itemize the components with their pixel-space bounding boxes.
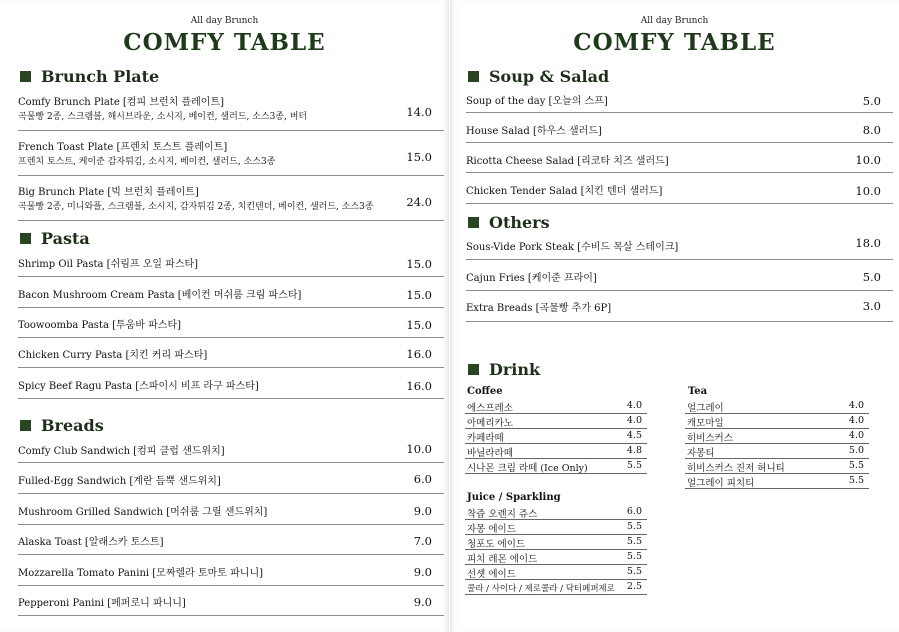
header-subtitle: All day Brunch (190, 16, 259, 26)
drink-price: 5.5 (626, 566, 642, 577)
drink-row[interactable] (465, 535, 647, 550)
item-price: 8.0 (862, 123, 881, 137)
drink-subsection-tea: Tea (688, 386, 708, 397)
drink-name: 시나몬 크림 라떼 (Ice Only) (467, 463, 588, 474)
section-breads (20, 416, 104, 435)
item-price: 9.0 (413, 565, 432, 579)
drink-row[interactable] (685, 414, 869, 429)
section-others (468, 213, 550, 232)
menu-item[interactable] (466, 267, 893, 291)
item-price: 9.0 (413, 595, 432, 609)
drink-name: 자몽티 (687, 448, 715, 459)
menu-page-left (0, 0, 449, 632)
drink-row[interactable] (465, 550, 647, 565)
item-name: Chicken Curry Pasta [치킨 커리 파스타] (18, 350, 208, 361)
drink-row[interactable] (465, 459, 647, 474)
square-bullet-icon (20, 420, 31, 431)
menu-item[interactable] (18, 91, 444, 131)
section-title: Pasta (41, 229, 90, 248)
brand-title: COMFY TABLE (573, 29, 776, 56)
item-price: 10.0 (406, 442, 432, 456)
item-price: 15.0 (406, 318, 432, 332)
item-price: 3.0 (862, 299, 881, 313)
item-price: 14.0 (406, 105, 432, 119)
menu-item[interactable] (466, 150, 893, 173)
menu-item[interactable] (18, 314, 444, 338)
item-name: Bacon Mushroom Cream Pasta [베이컨 머쉬룸 크림 파스타] (18, 290, 302, 301)
menu-item[interactable] (18, 470, 444, 494)
item-name: Sous-Vide Pork Steak [수비드 목살 스테이크] (466, 242, 679, 253)
drink-price: 4.0 (848, 430, 864, 441)
drink-row[interactable] (465, 444, 647, 459)
square-bullet-icon (468, 71, 479, 82)
item-name: Shrimp Oil Pasta [쉬림프 오일 파스타] (18, 259, 199, 270)
header-subtitle: All day Brunch (640, 16, 709, 26)
section-pasta (20, 229, 90, 248)
menu-item[interactable] (18, 136, 444, 176)
drink-subsection-juice: Juice / Sparkling (467, 492, 561, 503)
item-name: Soup of the day [오늘의 스프] (466, 96, 608, 107)
menu-item[interactable] (18, 284, 444, 308)
drink-price: 6.0 (626, 506, 642, 517)
item-price: 5.0 (862, 270, 881, 284)
menu-item[interactable] (18, 344, 444, 368)
drink-row[interactable] (465, 505, 647, 520)
drink-name: 콜라 / 사이다 / 제로콜라 / 닥터페퍼제로 (467, 584, 615, 594)
drink-row[interactable] (465, 429, 647, 444)
item-name: Cajun Fries [케이준 프라이] (466, 273, 597, 284)
drink-price: 5.5 (626, 521, 642, 532)
menu-item[interactable] (466, 236, 893, 260)
menu-item[interactable] (18, 501, 444, 525)
drink-name: 히비스커스 (687, 433, 733, 444)
menu-item[interactable] (18, 531, 444, 555)
item-price: 15.0 (406, 257, 432, 271)
item-name: Mozzarella Tomato Panini [모짜렐라 토마토 파니니] (18, 568, 264, 579)
section-soup-salad (468, 67, 609, 86)
item-name: French Toast Plate [프렌치 토스트 플레이트] (18, 142, 228, 153)
square-bullet-icon (20, 71, 31, 82)
drink-price: 5.0 (848, 445, 864, 456)
drink-price: 5.5 (848, 460, 864, 471)
drink-price: 5.5 (848, 475, 864, 486)
section-title: Soup & Salad (489, 67, 610, 86)
drink-row[interactable] (685, 474, 869, 489)
drink-name: 선셋 에이드 (467, 569, 516, 580)
item-name: Mushroom Grilled Sandwich [머쉬룸 그릴 샌드위치] (18, 507, 268, 518)
drink-price: 5.5 (626, 536, 642, 547)
section-title: Brunch Plate (41, 67, 160, 86)
menu-item[interactable] (18, 253, 444, 277)
drink-subsection-coffee: Coffee (467, 386, 503, 397)
item-name: Alaska Toast [알래스카 토스트] (18, 537, 164, 548)
drink-name: 피치 레몬 에이드 (467, 554, 538, 565)
drink-row[interactable] (685, 459, 869, 474)
square-bullet-icon (20, 233, 31, 244)
menu-item[interactable] (466, 180, 893, 204)
drink-price: 4.5 (626, 430, 642, 441)
menu-item[interactable] (18, 440, 444, 463)
item-name: Big Brunch Plate [빅 브런치 플레이트] (18, 187, 199, 198)
drink-name: 자몽 에이드 (467, 524, 516, 535)
drink-name: 바닐라라떼 (467, 448, 513, 459)
drink-row[interactable] (465, 520, 647, 535)
section-title: Others (489, 213, 550, 232)
drink-row[interactable] (685, 429, 869, 444)
item-price: 6.0 (413, 472, 432, 486)
item-price: 24.0 (406, 195, 432, 209)
drink-price: 4.0 (848, 415, 864, 426)
item-desc: 곡물빵 2종, 스크램블, 해시브라운, 소시지, 베이컨, 샐러드, 소스3종, 버터 (18, 112, 308, 122)
item-name: Pepperoni Panini [페퍼로니 파니니] (18, 598, 186, 609)
drink-row[interactable] (465, 414, 647, 429)
drink-row[interactable] (685, 399, 869, 414)
item-price: 16.0 (406, 347, 432, 361)
square-bullet-icon (468, 217, 479, 228)
item-desc: 프렌치 토스트, 케이준 감자튀김, 소시지, 베이컨, 샐러드, 소스3종 (18, 157, 276, 167)
drink-price: 4.0 (626, 415, 642, 426)
menu-item[interactable] (466, 120, 893, 143)
drink-price: 4.0 (848, 400, 864, 411)
menu-page-right (450, 0, 899, 632)
drink-price: 4.0 (626, 400, 642, 411)
item-name: House Salad [하우스 샐러드] (466, 126, 602, 137)
item-price: 9.0 (413, 504, 432, 518)
section-title: Drink (489, 360, 541, 379)
item-name: Chicken Tender Salad [치킨 텐더 샐러드] (466, 186, 663, 197)
square-bullet-icon (468, 364, 479, 375)
item-name: Comfy Club Sandwich [컴피 클럽 샌드위치] (18, 446, 225, 457)
brand-title: COMFY TABLE (123, 29, 326, 56)
drink-name: 아메리카노 (467, 418, 513, 429)
item-name: Spicy Beef Ragu Pasta [스파이시 비프 라구 파스타] (18, 381, 259, 392)
drink-price: 5.5 (626, 551, 642, 562)
menu-item[interactable] (466, 91, 893, 113)
item-name: Fulled-Egg Sandwich [계란 듬뿍 샌드위치] (18, 476, 221, 487)
item-name: Ricotta Cheese Salad [리코타 치즈 샐러드] (466, 156, 669, 167)
menu-item[interactable] (18, 375, 444, 399)
item-price: 15.0 (406, 150, 432, 164)
section-title: Breads (41, 416, 104, 435)
item-price: 18.0 (855, 236, 881, 250)
drink-price: 2.5 (626, 581, 642, 592)
menu-item[interactable] (466, 297, 893, 322)
drink-price: 5.5 (626, 460, 642, 471)
item-price: 16.0 (406, 379, 432, 393)
drink-row[interactable] (685, 444, 869, 459)
item-name: Extra Breads [곡물빵 추가 6P] (466, 303, 612, 314)
drink-price: 4.8 (626, 445, 642, 456)
item-price: 15.0 (406, 288, 432, 302)
drink-row[interactable] (465, 580, 647, 595)
drink-name: 히비스커스 진저 허니티 (687, 463, 785, 474)
menu-item[interactable] (18, 562, 444, 586)
drink-name: 얼그레이 피치티 (687, 478, 755, 489)
menu-item[interactable] (18, 592, 444, 616)
drink-name: 카페라떼 (467, 433, 504, 444)
section-brunch-plate (20, 67, 159, 86)
drink-name: 에스프레소 (467, 403, 513, 414)
item-desc: 곡물빵 2종, 미니와플, 스크램블, 소시지, 감자튀김 2종, 치킨텐더, 베이컨, 샐러드, 소스3종 (18, 202, 374, 212)
item-name: Toowoomba Pasta [투움바 파스타] (18, 320, 182, 331)
item-price: 10.0 (855, 184, 881, 198)
drink-row[interactable] (465, 565, 647, 580)
drink-name: 청포도 에이드 (467, 539, 526, 550)
item-price: 5.0 (862, 94, 881, 108)
item-price: 10.0 (855, 153, 881, 167)
drink-name: 얼그레이 (687, 403, 724, 414)
drink-name: 캐모마일 (687, 418, 724, 429)
item-name: Comfy Brunch Plate [컴피 브런치 플레이트] (18, 97, 225, 108)
drink-name: 착즙 오렌지 쥬스 (467, 509, 538, 520)
menu-item[interactable] (18, 181, 444, 221)
drink-row[interactable] (465, 399, 647, 414)
item-price: 7.0 (413, 534, 432, 548)
section-drink (468, 360, 540, 379)
